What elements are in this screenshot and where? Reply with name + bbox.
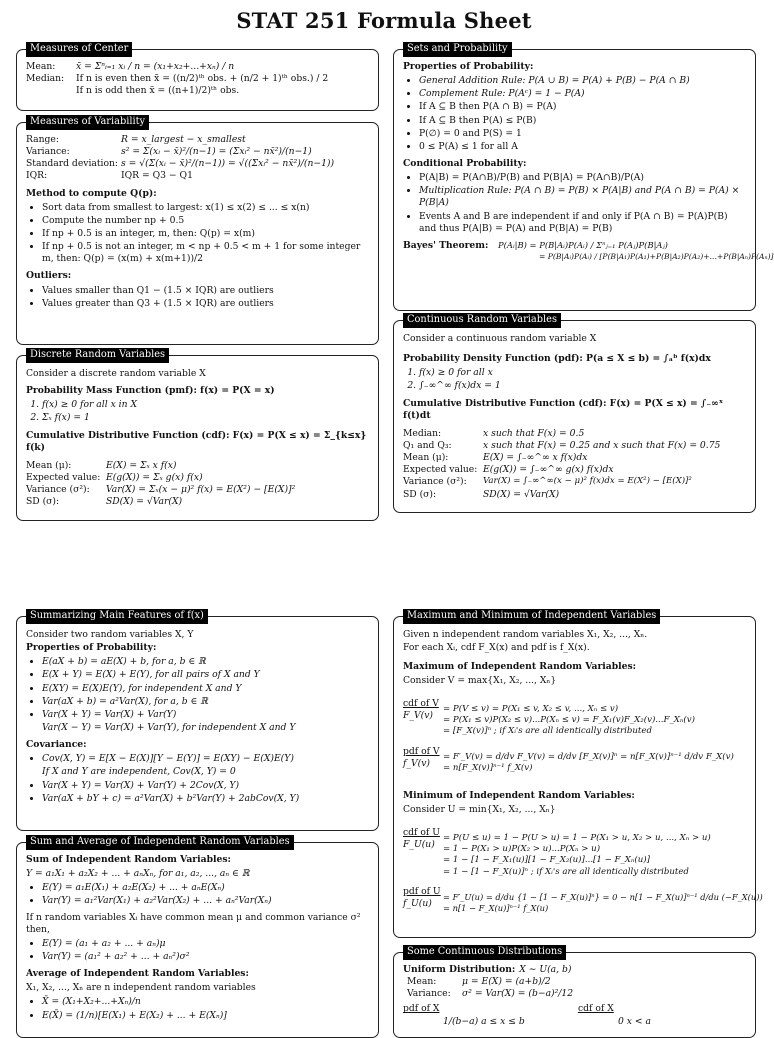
- list-item: • Var(aX + bY + c) = a²Var(X) + b²Var(Y) + 2abCov(X, Y): [42, 793, 369, 805]
- list-item: • If np + 0.5 is an integer, m, then: Q(p) = x(m): [42, 228, 369, 240]
- cdf-v-symbol: F_V(v): [403, 709, 433, 721]
- median-label: Median:: [403, 427, 442, 439]
- median-formula: x such that F(x) = 0.5: [483, 427, 585, 439]
- median-label: Median:: [26, 73, 65, 85]
- quartile-label: Q₁ and Q₃:: [403, 439, 452, 451]
- mean-formula: E(X) = Σₓ x f(x): [106, 459, 177, 471]
- sum-heading: Sum of Independent Random Variables:: [26, 854, 231, 865]
- list-item: • E(aX + b) = aE(X) + b, for a, b ∈ ℝ: [42, 656, 369, 668]
- sd-row: [403, 489, 746, 501]
- mean-formula: E(X) = ∫₋∞^∞ x f(x)dx: [483, 452, 588, 464]
- cdf-u-line: = 1 − [1 − F_X(u)]ⁿ ; if Xᵢ's are all identically distributed: [443, 866, 689, 877]
- common-list: [26, 938, 369, 963]
- common-mean-text: If n random variables Xᵢ have common mean μ and common variance σ² then,: [26, 911, 361, 935]
- cdf-u-line: = 1 − P(X₁ > u)P(X₂ > u)...P(Xₙ > u): [443, 843, 601, 854]
- box-heading: Measures of Variability: [26, 115, 149, 130]
- pdf-v-symbol: f_V(v): [403, 757, 430, 769]
- variance-row: [26, 146, 369, 158]
- cdf-heading: Cumulative Distributive Function (cdf): F(x) = P(X ≤ x) = ∫₋∞ˣ f(t)dt: [403, 397, 724, 421]
- box-heading: Continuous Random Variables: [403, 313, 561, 328]
- expected-row: [403, 464, 746, 476]
- properties-heading: Properties of Probability:: [403, 61, 534, 72]
- intro-line-1: Given n independent random variables X₁, X₂, ..., Xₙ.: [403, 629, 648, 640]
- average-definition: X₁, X₂, ..., Xₙ are n independent random variables: [26, 982, 256, 994]
- covariance-list: [26, 753, 369, 805]
- list-item: • E(Y) = (a₁ + a₂ + ... + aₙ)μ: [42, 938, 369, 950]
- cdf-heading: Cumulative Distributive Function (cdf): F(x) = P(X ≤ x) = Σ_{k≤x} f(k): [26, 429, 367, 453]
- pdf-list: [403, 367, 746, 392]
- expected-row: [26, 472, 369, 484]
- covariance-heading: Covariance:: [26, 739, 87, 751]
- average-heading: Average of Independent Random Variables:: [26, 968, 249, 980]
- method-heading: Method to compute Q(p):: [26, 187, 157, 199]
- uniform-pdf-cdf-row: [403, 1003, 746, 1015]
- cdf-piece: 0 x < a: [618, 1015, 651, 1027]
- box-heading: Measures of Center: [26, 42, 132, 57]
- properties-heading: Properties of Probability:: [26, 642, 157, 654]
- list-item: • General Addition Rule: P(A ∪ B) = P(A) + P(B) − P(A ∩ B): [419, 75, 746, 87]
- variance-label: Variance (σ²):: [403, 476, 467, 488]
- mean-row: [26, 61, 369, 73]
- list-item: • E(XY) = E(X)E(Y), for independent X and Y: [42, 683, 369, 695]
- cdf-v-block: [403, 698, 746, 738]
- iqr-row: [26, 170, 369, 182]
- method-list: [26, 202, 369, 266]
- variance-formula: Var(X) = Σₓ(x − μ)² f(x) = E(X²) − [E(X)]²: [106, 484, 296, 496]
- list-item: • Cov(X, Y) = E[X − E(X)][Y − E(Y)] = E(XY) − E(X)E(Y): [42, 753, 369, 765]
- list-item: • E(X + Y) = E(X) + E(Y), for all pairs of X and Y: [42, 669, 369, 681]
- uniform-heading: Uniform Distribution:: [403, 964, 516, 975]
- list-item: 1. f(x) ≥ 0 for all x in X: [42, 399, 369, 411]
- properties-list: [403, 75, 746, 153]
- pdf-u-label: pdf of U: [403, 885, 441, 897]
- sd-row: [26, 158, 369, 170]
- variance-row: [403, 476, 746, 488]
- variance-formula: σ² = Var(X) = (b−a)²/12: [462, 988, 574, 1000]
- max-min-box: [393, 610, 763, 938]
- list-item: • Var(Y) = (a₁² + a₂² + ... + aₙ²)σ²: [42, 951, 369, 963]
- expected-label: Expected value:: [26, 471, 101, 483]
- discrete-rv-box: [16, 349, 379, 521]
- cdf-u-line: = 1 − [1 − F_X₁(u)][1 − F_X₂(u)]...[1 − F_Xₙ(u)]: [443, 855, 650, 866]
- list-item: • Compute the number np + 0.5: [42, 215, 369, 227]
- pdf-u-symbol: f_U(u): [403, 898, 432, 910]
- expected-label: Expected value:: [403, 464, 478, 476]
- list-item: • Multiplication Rule: P(A ∩ B) = P(B) × P(A|B) and P(A ∩ B) = P(A) × P(B|A): [419, 185, 746, 209]
- page-title: STAT 251 Formula Sheet: [236, 8, 532, 33]
- variance-label: Variance:: [407, 988, 451, 1000]
- summarizing-features-box: [16, 610, 379, 831]
- box-heading: Some Continuous Distributions: [403, 945, 566, 960]
- max-heading: Maximum of Independent Random Variables:: [403, 661, 637, 673]
- list-item: • Events A and B are independent if and only if P(A ∩ B) = P(A)P(B) and thus P(A|B) = P(A) and P(B|A) = P(B): [419, 211, 746, 235]
- cdf-u-line: = P(U ≤ u) = 1 − P(U > u) = 1 − P(X₁ > u, X₂ > u, ..., Xₙ > u): [443, 832, 711, 843]
- list-item: • Values greater than Q3 + (1.5 × IQR) are outliers: [42, 298, 369, 310]
- continuous-intro: Consider a continuous random variable X: [403, 333, 597, 344]
- pmf-heading: Probability Mass Function (pmf): f(x) = P(X = x): [26, 385, 275, 397]
- list-item: • Values smaller than Q1 − (1.5 × IQR) are outliers: [42, 285, 369, 297]
- median-odd-row: [26, 85, 369, 97]
- variance-row: [26, 484, 369, 496]
- pdf-u-line: = F′_U(u) = d/du {1 − [1 − F_X(u)]ⁿ} = 0 − n[1 − F_X(u)]ⁿ⁻¹ d/du (−F_X(u)): [443, 891, 763, 902]
- mean-formula: μ = E(X) = (a+b)/2: [462, 976, 551, 988]
- outliers-heading: Outliers:: [26, 270, 72, 282]
- box-heading: Discrete Random Variables: [26, 348, 169, 363]
- list-item: • If A ⊆ B then P(A) ≤ P(B): [419, 115, 746, 127]
- max-definition: Consider V = max{X₁, X₂, ..., Xₙ}: [403, 675, 557, 687]
- measures-of-center-box: [16, 43, 379, 111]
- median-even: If n is even then x̃ = ((n/2)ᵗʰ obs. + (n/2 + 1)ᵗʰ obs.) / 2: [76, 73, 329, 85]
- bayes-row-2: [403, 251, 774, 262]
- pdf-heading: Probability Density Function (pdf): P(a ≤ X ≤ b) = ∫ₐᵇ f(x)dx: [403, 353, 711, 365]
- sd-label: SD (σ):: [403, 488, 437, 500]
- median-row: [26, 73, 369, 85]
- intro-line-2: For each Xᵢ, cdf F_X(x) and pdf is f_X(x).: [403, 642, 590, 654]
- outliers-list: [26, 285, 369, 310]
- sum-average-box: [16, 836, 379, 1038]
- cdf-u-symbol: F_U(u): [403, 838, 435, 850]
- variance-label: Variance (σ²):: [26, 484, 90, 496]
- cdf-v-line: = [F_X(v)]ⁿ ; if Xᵢ's are all identically distributed: [443, 726, 652, 737]
- list-item: • Complement Rule: P(Aᶜ) = 1 − P(A): [419, 88, 746, 100]
- pmf-list: [26, 399, 369, 424]
- list-item: Var(X − Y) = Var(X) + Var(Y), for independent X and Y: [42, 721, 296, 733]
- cdf-v-label: cdf of V: [403, 697, 439, 709]
- discrete-intro: Consider a discrete random variable X: [26, 368, 206, 379]
- min-definition: Consider U = min{X₁, X₂, ..., Xₙ}: [403, 804, 556, 816]
- box-heading: Sets and Probability: [403, 42, 512, 57]
- median-odd: If n is odd then x̃ = ((n+1)/2)ᵗʰ obs.: [76, 85, 240, 97]
- variance-formula: Var(X) = ∫₋∞^∞(x − μ)² f(x)dx = E(X²) − [E(X)]²: [483, 476, 692, 487]
- sd-formula: SD(X) = √Var(X): [483, 488, 560, 500]
- mean-label: Mean (μ):: [26, 459, 72, 471]
- list-item: • P(∅) = 0 and P(S) = 1: [419, 128, 746, 140]
- range-label: Range:: [26, 134, 59, 145]
- list-item: • Var(X + Y) = Var(X) + Var(Y): [42, 709, 369, 721]
- pdf-v-line: = F′_V(v) = d/dv F_V(v) = d/dv [F_X(v)]ⁿ = n[F_X(v)]ⁿ⁻¹ d/dv F_X(v): [443, 751, 734, 762]
- box-heading: Sum and Average of Independent Random Variables: [26, 835, 294, 850]
- pdf-label: pdf of X: [403, 1003, 440, 1015]
- uniform-mean-row: [403, 976, 746, 988]
- min-heading: Minimum of Independent Random Variables:: [403, 790, 635, 802]
- continuous-distributions-box: [393, 946, 756, 1038]
- sd-label: SD (σ):: [26, 496, 60, 508]
- list-item: 2. Σₓ f(x) = 1: [42, 412, 369, 424]
- sd-formula: s = √(Σ(xᵢ − x̄)²/(n−1)) = √((Σxᵢ² − nx̄²)/(n−1)): [121, 158, 335, 170]
- cdf-u-label: cdf of U: [403, 826, 440, 838]
- bayes-formula: P(Aᵢ|B) = P(B|Aᵢ)P(Aᵢ) / Σⁿⱼ₌₁ P(Aⱼ)P(B|Aⱼ): [498, 239, 668, 250]
- quartile-row: [403, 440, 746, 452]
- conditional-list: [403, 172, 746, 235]
- list-item: 1. f(x) ≥ 0 for all x: [419, 367, 746, 379]
- cdf-label: cdf of X: [578, 1003, 614, 1015]
- pdf-u-block: [403, 885, 763, 914]
- continuous-rv-box: [393, 314, 756, 513]
- list-item: • If np + 0.5 is not an integer, m < np + 0.5 < m + 1 for some integer m, then: Q(p) = (x(m) + x(m+1))/2: [42, 241, 369, 265]
- cdf-u-block: [403, 827, 746, 878]
- list-item: • Var(Y) = a₁²Var(X₁) + a₂²Var(X₂) + ... + aₙ²Var(Xₙ): [42, 895, 369, 907]
- pdf-v-block: [403, 746, 746, 775]
- sets-probability-box: [393, 43, 774, 311]
- list-item: • E(X̄) = (1/n)[E(X₁) + E(X₂) + ... + E(Xₙ)]: [42, 1010, 369, 1022]
- pdf-v-label: pdf of V: [403, 745, 440, 757]
- mean-label: Mean:: [407, 976, 437, 988]
- mean-label: Mean (μ):: [403, 452, 449, 464]
- list-item: • Sort data from smallest to largest: x(1) ≤ x(2) ≤ ... ≤ x(n): [42, 202, 369, 214]
- uniform-row: [403, 964, 746, 976]
- uniform-definition: X ∼ U(a, b): [519, 964, 572, 975]
- expected-formula: E(g(X)) = Σₓ g(x) f(x): [106, 471, 203, 483]
- uniform-variance-row: [403, 988, 746, 1000]
- sd-formula: SD(X) = √Var(X): [106, 496, 183, 508]
- list-item: • Var(aX + b) = a²Var(X), for a, b ∈ ℝ: [42, 696, 369, 708]
- measures-of-variability-box: [16, 116, 379, 345]
- sd-label: Standard deviation:: [26, 158, 119, 170]
- mean-row: [403, 452, 746, 464]
- cdf-v-line: = P(V ≤ v) = P(X₁ ≤ v, X₂ ≤ v, ..., Xₙ ≤ v): [443, 703, 619, 714]
- list-item: 2. ∫₋∞^∞ f(x)dx = 1: [419, 380, 746, 392]
- average-list: [26, 996, 369, 1021]
- pdf-piece: 1/(b−a) a ≤ x ≤ b: [443, 1015, 525, 1027]
- conditional-heading: Conditional Probability:: [403, 157, 527, 169]
- iqr-formula: IQR = Q3 − Q1: [121, 170, 193, 182]
- iqr-label: IQR:: [26, 170, 48, 182]
- properties-list: [26, 656, 369, 734]
- bayes-label: Bayes' Theorem:: [403, 239, 489, 251]
- pdf-v-line: = n[F_X(v)]ⁿ⁻¹ f_X(v): [443, 762, 533, 773]
- median-row: [403, 428, 746, 440]
- box-heading: Maximum and Minimum of Independent Variables: [403, 609, 660, 624]
- mean-formula: x̄ = Σⁿᵢ₌₁ xᵢ / n = (x₁+x₂+...+xₙ) / n: [76, 61, 235, 72]
- list-item: • P(A|B) = P(A∩B)/P(B) and P(B|A) = P(A∩B)/P(A): [419, 172, 746, 184]
- variance-label: Variance:: [26, 146, 70, 158]
- cdf-v-line: = P(X₁ ≤ v)P(X₂ ≤ v)...P(Xₙ ≤ v) = F_X₁(v)F_X₂(v)...F_Xₙ(v): [443, 714, 695, 725]
- list-item: • If A ⊆ B then P(A ∩ B) = P(A): [419, 101, 746, 113]
- quartile-formula: x such that F(x) = 0.25 and x such that F(x) = 0.75: [483, 439, 721, 451]
- pdf-u-line: = n[1 − F_X(u)]ⁿ⁻¹ f_X(u): [443, 902, 549, 913]
- list-item: • Var(X + Y) = Var(X) + Var(Y) + 2Cov(X, Y): [42, 780, 369, 792]
- sd-row: [26, 496, 369, 508]
- list-item: • E(Y) = a₁E(X₁) + a₂E(X₂) + ... + aₙE(Xₙ): [42, 882, 369, 894]
- uniform-piece-row: [403, 1016, 746, 1028]
- expected-formula: E(g(X)) = ∫₋∞^∞ g(x) f(x)dx: [483, 464, 614, 476]
- variance-formula: s² = Σ(xᵢ − x̄)²/(n−1) = (Σxᵢ² − nx̄²)/(n−1): [121, 146, 312, 158]
- mean-row: [26, 460, 369, 472]
- sum-list: [26, 882, 369, 907]
- list-item: • X̄ = (X₁+X₂+...+Xₙ)/n: [42, 996, 369, 1008]
- list-item: If X and Y are independent, Cov(X, Y) = 0: [42, 766, 236, 778]
- sum-definition: Y = a₁X₁ + a₂X₂ + ... + aₙXₙ, for a₁, a₂, ..., aₙ ∈ ℝ: [26, 868, 250, 880]
- list-item: • 0 ≤ P(A) ≤ 1 for all A: [419, 141, 746, 153]
- summarizing-intro: Consider two random variables X, Y: [26, 629, 194, 640]
- bayes-row: [403, 240, 746, 252]
- range-formula: R = x_largest − x_smallest: [121, 134, 246, 145]
- box-heading: Summarizing Main Features of f(x): [26, 609, 208, 624]
- bayes-formula-2: = P(B|Aᵢ)P(Aᵢ) / [P(B|A₁)P(A₁)+P(B|A₂)P(A₂)+...+P(B|Aₙ)P(Aₙ)]: [539, 251, 774, 261]
- range-row: [26, 134, 369, 146]
- mean-label: Mean:: [26, 61, 56, 72]
